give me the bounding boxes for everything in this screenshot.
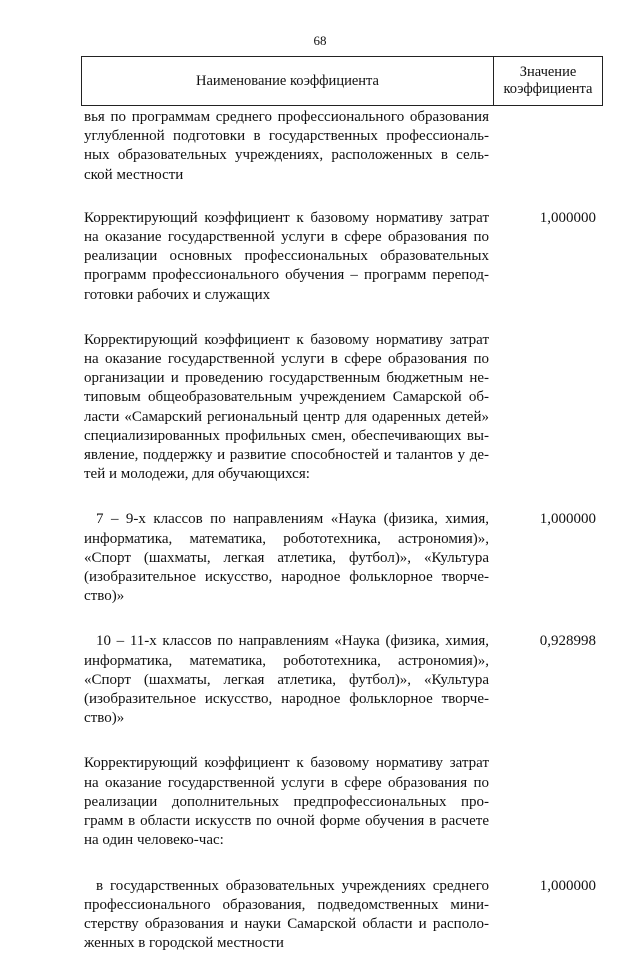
table-body [84, 108, 600, 979]
table-header [81, 56, 603, 106]
table-row [84, 209, 600, 305]
row-text: Корректирующий коэффициент к базовому нормативу затрат на оказание государственной услуги в сфере образования по реализации дополнительных предпрофессиональных про-грамм в области искусств по очной форме обучения в расчете на один человеко-час: [84, 755, 489, 849]
table-row [84, 877, 600, 954]
row-text: 10 – 11-х классов по направлениям «Наука (физика, химия, информатика, математика, робототехника, астрономия)», «Спорт (шахматы, легкая атлетика, футбол)», «Культура (изобразительное искусство, народное фольклорное творче-ство)» [84, 633, 489, 727]
row-text: Корректирующий коэффициент к базовому нормативу затрат на оказание государственной услуги в сфере образования по организации и проведению государственным бюджетным не-типовым общеобразовательным учреждением Самарской об-ласти «Самарский региональный центр для одаренных детей» специализированных профильных смен, обеспечивающих вы-явление, поддержку и развитие способностей и талантов у де-тей и молодежи, для обучающихся: [84, 331, 489, 483]
row-value [489, 331, 600, 485]
table-row [84, 331, 600, 485]
row-value: 0,928998 [539, 633, 596, 650]
row-value: 1,000000 [539, 209, 596, 226]
table-row [84, 632, 600, 728]
table-row [84, 510, 600, 606]
table-row [84, 108, 600, 185]
row-value: 1,000000 [539, 877, 596, 894]
row-text: вья по программам среднего профессионального образования углубленной подготовки в государственных профессиональ-ных образовательных учреждениях, расположенных в сель-ской местности [84, 109, 489, 183]
header-name-column: Наименование коэффициента [82, 57, 494, 105]
table-row [84, 754, 600, 850]
page-number: 68 [313, 33, 327, 48]
row-value: 1,000000 [539, 511, 596, 528]
row-value [489, 754, 600, 850]
header-value-column: Значение коэффициента [503, 64, 593, 97]
row-value [489, 108, 600, 185]
row-text: 7 – 9-х классов по направлениям «Наука (физика, химия, информатика, математика, робототехника, астрономия)», «Спорт (шахматы, легкая атлетика, футбол)», «Культура (изобразительное искусство, народное фольклорное творче-ство)» [84, 511, 489, 605]
row-text: Корректирующий коэффициент к базовому нормативу затрат на оказание государственной услуги в сфере образования по реализации основных профессиональных образовательных программ профессионального обучения – программ перепод-готовки рабочих и служащих [84, 209, 489, 303]
row-text: в государственных образовательных учреждениях среднего профессионального образования, подведомственных мини-стерству образования и науки Самарской области и располо-женных в городской местности [84, 877, 489, 952]
